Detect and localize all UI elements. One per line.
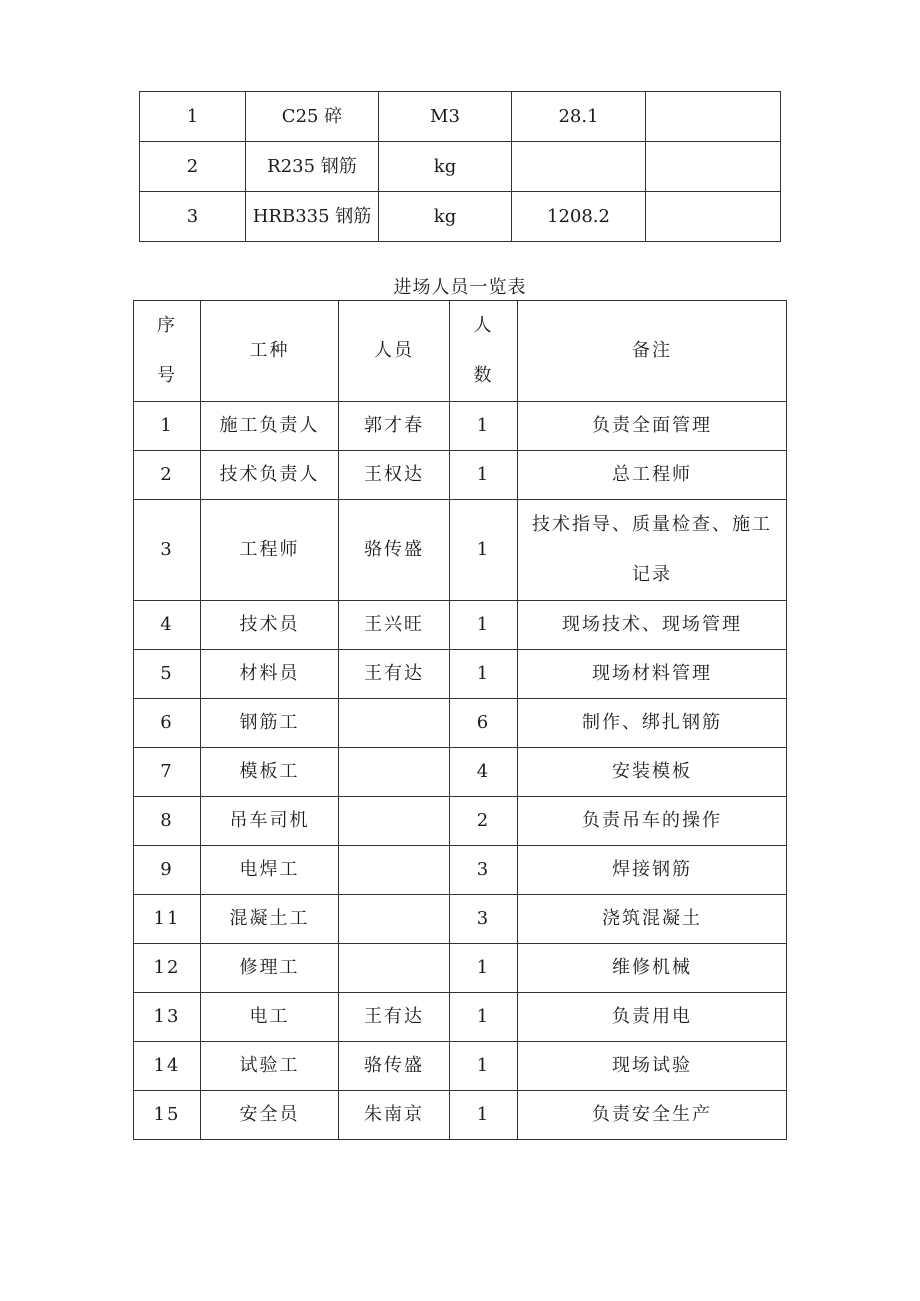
row-remark: 现场材料管理 <box>518 650 787 699</box>
personnel-table <box>133 300 787 1140</box>
material-no: 2 <box>140 142 246 192</box>
table-row <box>134 993 787 1042</box>
row-remark: 负责安全生产 <box>518 1091 787 1140</box>
row-no: 7 <box>134 748 201 797</box>
row-person: 骆传盛 <box>339 1042 450 1091</box>
row-remark: 浇筑混凝土 <box>518 895 787 944</box>
row-count: 1 <box>450 944 518 993</box>
header-count-line1: 人 <box>473 315 494 336</box>
row-no: 15 <box>134 1091 201 1140</box>
row-count: 2 <box>450 797 518 846</box>
table-row <box>134 500 787 601</box>
row-trade: 混凝土工 <box>201 895 339 944</box>
table-row <box>140 92 781 142</box>
table-row <box>134 1042 787 1091</box>
row-trade: 模板工 <box>201 748 339 797</box>
row-no: 4 <box>134 601 201 650</box>
row-remark: 总工程师 <box>518 451 787 500</box>
row-person: 朱南京 <box>339 1091 450 1140</box>
row-person <box>339 748 450 797</box>
row-count: 4 <box>450 748 518 797</box>
row-no: 12 <box>134 944 201 993</box>
header-no-line1: 序 <box>157 315 177 336</box>
row-person <box>339 944 450 993</box>
row-remark-line1: 技术指导、质量检查、施工 <box>532 514 772 535</box>
row-person: 王权达 <box>339 451 450 500</box>
row-remark: 焊接钢筋 <box>518 846 787 895</box>
materials-table <box>139 91 781 242</box>
row-count: 1 <box>450 500 518 601</box>
row-no: 13 <box>134 993 201 1042</box>
row-trade: 钢筋工 <box>201 699 339 748</box>
row-trade: 材料员 <box>201 650 339 699</box>
material-no: 3 <box>140 192 246 242</box>
header-person: 人员 <box>339 301 450 402</box>
header-no <box>134 301 201 402</box>
table-row <box>134 699 787 748</box>
table-row <box>140 142 781 192</box>
row-count: 1 <box>450 650 518 699</box>
row-trade: 试验工 <box>201 1042 339 1091</box>
row-no: 5 <box>134 650 201 699</box>
row-remark: 负责全面管理 <box>518 402 787 451</box>
table-row <box>134 748 787 797</box>
row-trade: 吊车司机 <box>201 797 339 846</box>
table-row <box>134 846 787 895</box>
row-remark: 现场试验 <box>518 1042 787 1091</box>
row-person <box>339 699 450 748</box>
table-row <box>134 601 787 650</box>
row-person <box>339 895 450 944</box>
material-remark <box>646 192 781 242</box>
row-trade: 电焊工 <box>201 846 339 895</box>
row-remark: 制作、绑扎钢筋 <box>518 699 787 748</box>
row-remark <box>518 500 787 601</box>
material-unit: kg <box>379 192 512 242</box>
row-person: 王兴旺 <box>339 601 450 650</box>
material-remark <box>646 92 781 142</box>
row-no: 6 <box>134 699 201 748</box>
row-trade: 安全员 <box>201 1091 339 1140</box>
row-count: 3 <box>450 846 518 895</box>
row-no: 14 <box>134 1042 201 1091</box>
row-no: 2 <box>134 451 201 500</box>
header-remark: 备注 <box>518 301 787 402</box>
table-row <box>134 944 787 993</box>
row-trade: 技术员 <box>201 601 339 650</box>
row-count: 3 <box>450 895 518 944</box>
row-count: 1 <box>450 993 518 1042</box>
material-qty: 28.1 <box>512 92 646 142</box>
material-name: R235 钢筋 <box>246 142 379 192</box>
row-no: 8 <box>134 797 201 846</box>
row-person: 郭才春 <box>339 402 450 451</box>
row-no: 3 <box>134 500 201 601</box>
material-qty: 1208.2 <box>512 192 646 242</box>
header-count-line2: 数 <box>473 365 494 386</box>
header-count <box>450 301 518 402</box>
row-trade: 技术负责人 <box>201 451 339 500</box>
table-row <box>134 402 787 451</box>
table-row <box>134 797 787 846</box>
table-row <box>134 451 787 500</box>
row-remark: 负责吊车的操作 <box>518 797 787 846</box>
material-name: HRB335 钢筋 <box>246 192 379 242</box>
material-no: 1 <box>140 92 246 142</box>
row-remark: 安装模板 <box>518 748 787 797</box>
row-trade: 修理工 <box>201 944 339 993</box>
row-count: 1 <box>450 451 518 500</box>
material-unit: kg <box>379 142 512 192</box>
row-person <box>339 797 450 846</box>
row-trade: 电工 <box>201 993 339 1042</box>
table-row <box>140 192 781 242</box>
material-unit: M3 <box>379 92 512 142</box>
table-row <box>134 895 787 944</box>
row-count: 6 <box>450 699 518 748</box>
material-remark <box>646 142 781 192</box>
row-trade: 施工负责人 <box>201 402 339 451</box>
row-remark-line2: 记录 <box>632 564 672 585</box>
row-person: 王有达 <box>339 650 450 699</box>
header-trade: 工种 <box>201 301 339 402</box>
table-row <box>134 1091 787 1140</box>
row-no: 11 <box>134 895 201 944</box>
row-remark: 现场技术、现场管理 <box>518 601 787 650</box>
row-count: 1 <box>450 1042 518 1091</box>
material-qty <box>512 142 646 192</box>
row-no: 9 <box>134 846 201 895</box>
row-count: 1 <box>450 601 518 650</box>
row-count: 1 <box>450 402 518 451</box>
row-remark: 负责用电 <box>518 993 787 1042</box>
row-person <box>339 846 450 895</box>
row-trade: 工程师 <box>201 500 339 601</box>
personnel-table-title: 进场人员一览表 <box>393 277 527 298</box>
row-remark: 维修机械 <box>518 944 787 993</box>
table-row <box>134 650 787 699</box>
material-name: C25 碎 <box>246 92 379 142</box>
row-count: 1 <box>450 1091 518 1140</box>
row-person: 骆传盛 <box>339 500 450 601</box>
header-no-line2: 号 <box>157 365 177 386</box>
row-person: 王有达 <box>339 993 450 1042</box>
table-header-row <box>134 301 787 402</box>
row-no: 1 <box>134 402 201 451</box>
